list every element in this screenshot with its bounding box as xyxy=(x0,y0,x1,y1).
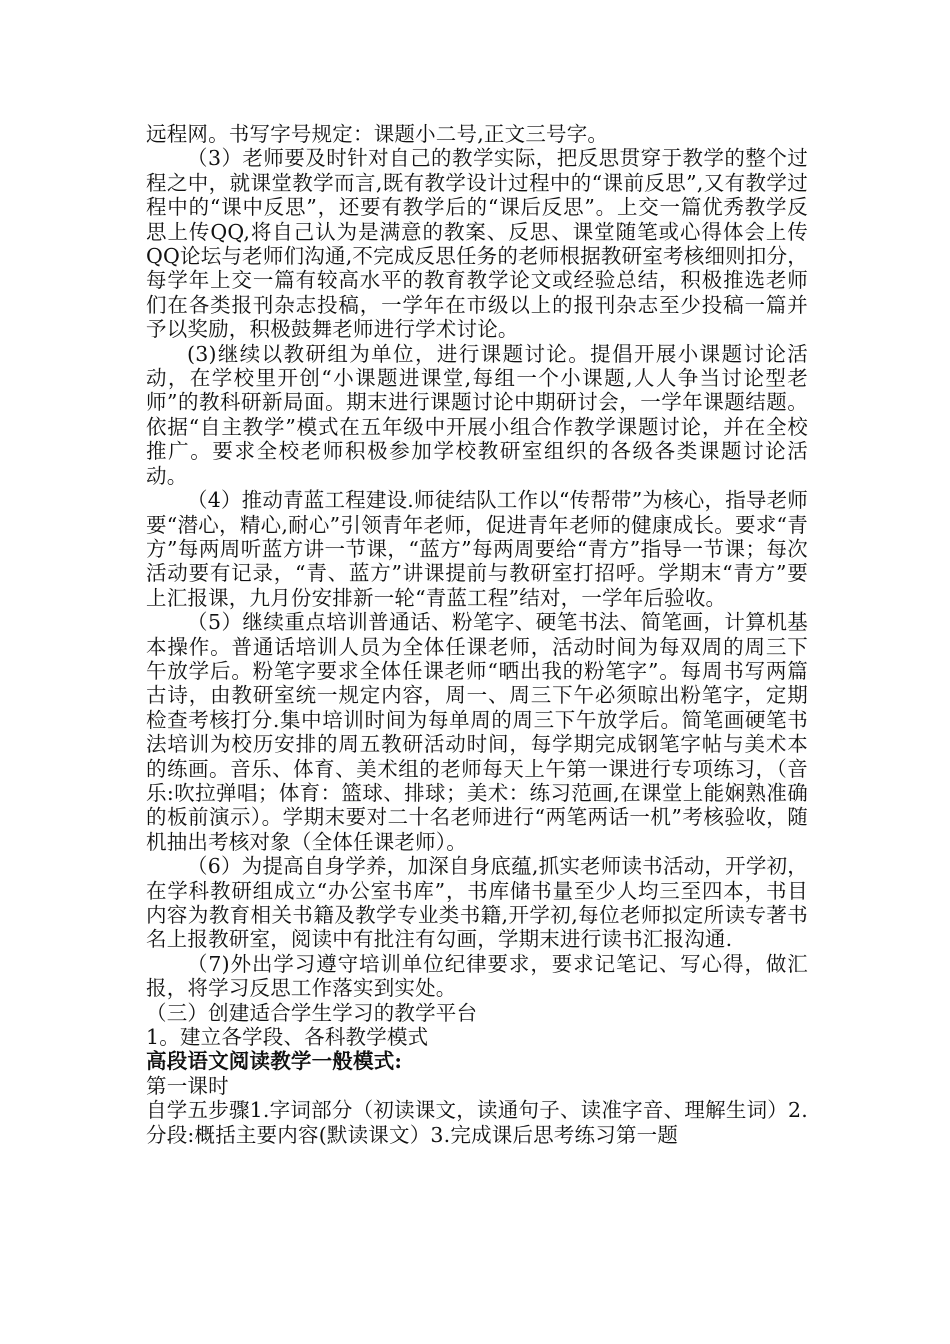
paragraph-reading-activity: （6）为提高自身学养，加深自身底蕴,抓实老师读书活动，开学初，在学科教研组成立“办公室书库”，书库储书量至少人均三至四本，书目内容为教育相关书籍及教学专业类书籍,开学初,每位老师拟定所读专著书名上报教研室，阅读中有批注有勾画，学期末进行读书汇报沟通. xyxy=(146,854,808,952)
paragraph-reflection: （3）老师要及时针对自己的教学实际，把反思贯穿于教学的整个过程之中，就课堂教学而言,既有教学设计过程中的“课前反思”,又有教学过程中的“课中反思”，还要有教学后的“课后反思”。上交一篇优秀教学反思上传QQ,将自己认为是满意的教案、反思、课堂随笔或心得体会上传QQ论坛与老师们沟通,不完成反思任务的老师根据教研室考核细则扣分，每学年上交一篇有较高水平的教育教学论文或经验总结，积极推选老师们在各类报刊杂志投稿，一学年在市级以上的报刊杂志至少投稿一篇并予以奖励，积极鼓舞老师进行学术讨论。 xyxy=(146,146,808,342)
lesson-label: 第一课时 xyxy=(146,1073,229,1098)
subsection-heading: 1。建立各学段、各科教学模式 xyxy=(146,1025,429,1050)
paragraph-external-study: （7)外出学习遵守培训单位纪律要求，要求记笔记、写心得，做汇报，将学习反思工作落实到实处。 xyxy=(146,951,808,1001)
model-heading: 高段语文阅读教学一般模式: xyxy=(146,1049,403,1074)
paragraph-research-topics: (3)继续以教研组为单位，进行课题讨论。提倡开展小课题讨论活动，在学校里开创“小课题进课堂,每组一个小课题,人人争当讨论型老师”的教科研新局面。期末进行课题讨论中期研讨会，一学年课题结题。依据“自主教学”模式在五年级中开展小组合作教学课题讨论，并在全校推广。要求全校老师积极参加学校教研室组织的各级各类课题讨论活动。 xyxy=(146,341,808,488)
paragraph-skills-training: （5）继续重点培训普通话、粉笔字、硬笔书法、简笔画，计算机基本操作。普通话培训人员为全体任课老师，活动时间为每双周的周三下午放学后。粉笔字要求全体任课老师“晒出我的粉笔字”。每周书写两篇古诗，由教研室统一规定内容，周一、周三下午必须晾出粉笔字，定期检查考核打分.集中培训时间为每单周的周三下午放学后。简笔画硬笔书法培训为校历安排的周五教研活动时间，每学期完成钢笔字帖与美术本的练画。音乐、体育、美术组的老师每天上午第一课进行专项练习，（音乐:吹拉弹唱；体育：篮球、排球；美术：练习范画,在课堂上能娴熟准确的板前演示）。学期末要对二十名老师进行“两笔两话一机”考核验收，随机抽出考核对象（全体任课老师）。 xyxy=(146,610,808,854)
paragraph-continuation: 远程网。书写字号规定：课题小二号,正文三号字。 xyxy=(146,122,609,146)
section-heading: （三）创建适合学生学习的教学平台 xyxy=(146,1000,478,1025)
paragraph-self-study-steps: 自学五步骤1.字词部分（初读课文，读通句子、读准字音、理解生词）2.分段:概括主要内容(默读课文）3.完成课后思考练习第一题 xyxy=(146,1098,808,1147)
document-body xyxy=(146,122,808,1147)
paragraph-mentoring: （4）推动青蓝工程建设.师徒结队工作以“传帮带”为核心，指导老师要“潜心，精心,耐心”引领青年老师，促进青年老师的健康成长。要求“青方”每两周听蓝方讲一节课，“蓝方”每两周要给“青方”指导一节课；每次活动要有记录，“青、蓝方”讲课提前与教研室打招呼。学期末“青方”要上汇报课，九月份安排新一轮“青蓝工程”结对，一学年后验收。 xyxy=(146,488,808,610)
